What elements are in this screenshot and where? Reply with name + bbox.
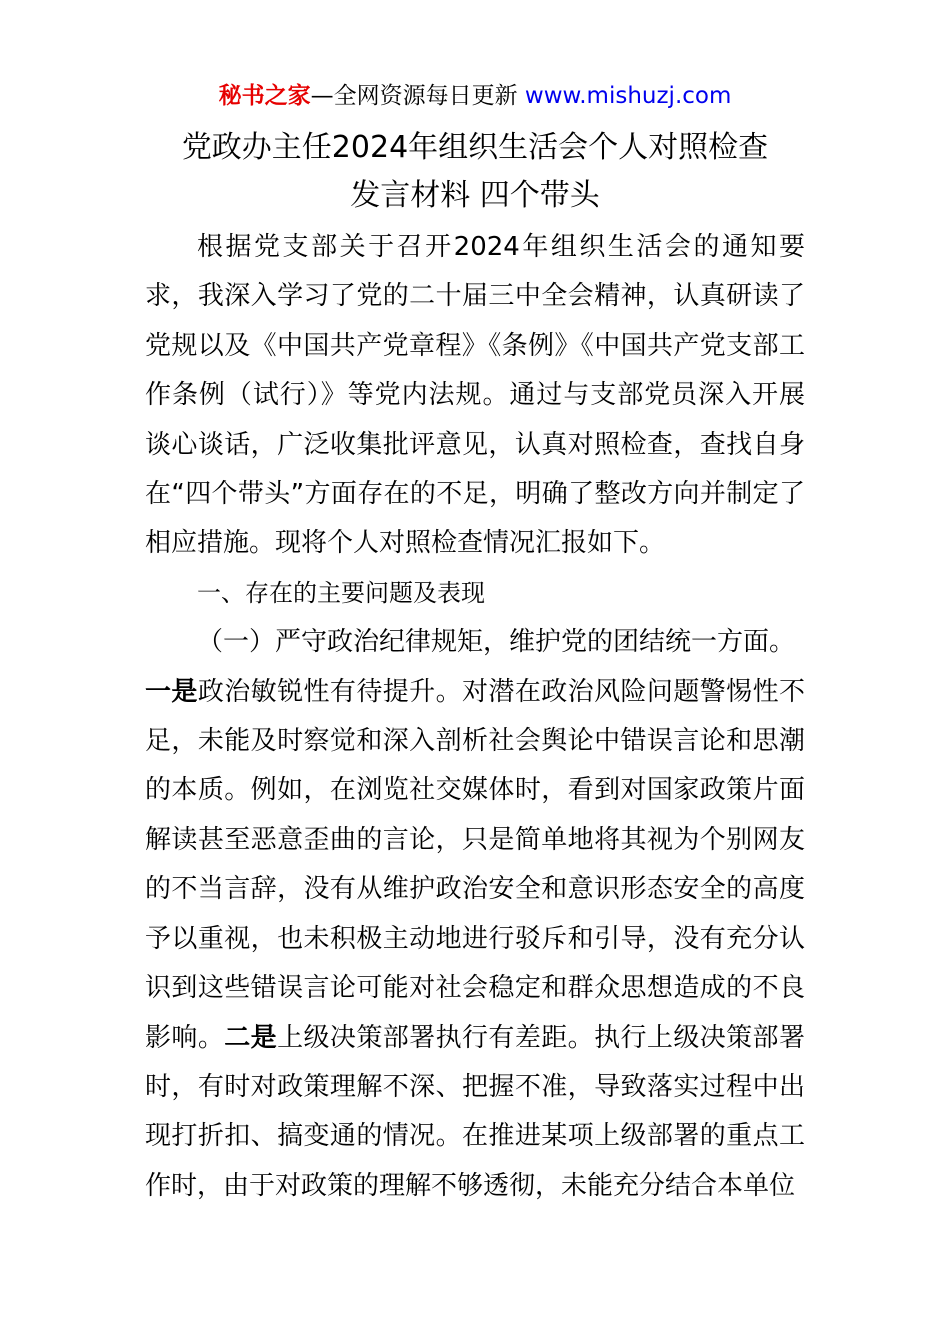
site-header	[0, 80, 950, 112]
site-tagline: —全网资源每日更新	[310, 83, 525, 109]
point-1-text: 政治敏锐性有待提升。对潜在政治风险问题警惕性不足，未能及时察觉和深入剖析社会舆论中错误言论和思潮的本质。例如，在浏览社交媒体时，看到对国家政策片面解读甚至恶意歪曲的言论，只是简单地将其视为个别网友的不当言辞，没有从维护政治安全和意识形态安全的高度予以重视，也未积极主动地进行驳斥和引导，没有充分认识到这些错误言论可能对社会稳定和群众思想造成的不良影响。	[145, 676, 805, 1053]
site-brand: 秘书之家	[218, 83, 311, 109]
point-2-text: 上级决策部署执行有差距。执行上级决策部署时，有时对政策理解不深、把握不准，导致落实过程中出现打折扣、搞变通的情况。在推进某项上级部署的重点工作时，由于对政策的理解不够透彻，未能充分结合本单位	[145, 1022, 805, 1201]
subsection-heading: （一）严守政治纪律规矩，维护党的团结统一方面。	[197, 627, 796, 658]
document-body	[145, 223, 805, 1211]
point-2-label: 二是	[224, 1022, 278, 1053]
document-title-line-1: 党政办主任2024年组织生活会个人对照检查	[181, 130, 769, 165]
section-heading: 一、存在的主要问题及表现	[197, 578, 485, 607]
point-1-label: 一是	[145, 676, 198, 707]
points-paragraph	[145, 668, 805, 1211]
document-title-line-2: 发言材料 四个带头	[350, 178, 600, 213]
site-url-link[interactable]: www.mishuzj.com	[524, 83, 732, 109]
intro-paragraph: 根据党支部关于召开2024年组织生活会的通知要求，我深入学习了党的二十届三中全会精神，认真研读了党规以及《中国共产党章程》《条例》《中国共产党支部工作条例（试行）》等党内法规。通过与支部党员深入开展谈心谈话，广泛收集批评意见，认真对照检查，查找自身在“四个带头”方面存在的不足，明确了整改方向并制定了相应措施。现将个人对照检查情况汇报如下。	[145, 232, 805, 559]
